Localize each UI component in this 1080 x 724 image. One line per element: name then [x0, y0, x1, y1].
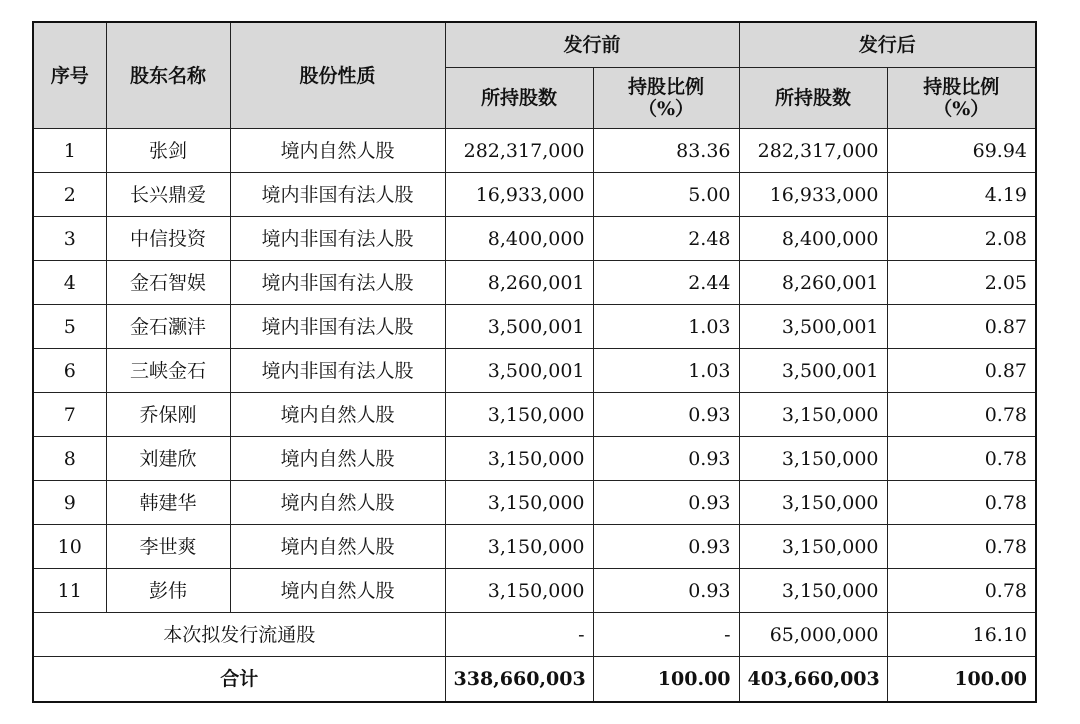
header-after-ratio-line1: 持股比例: [923, 76, 1000, 98]
cell-before-ratio: 2.44: [593, 261, 739, 305]
cell-before-shares: 3,500,001: [445, 349, 593, 393]
cell-after-ratio: 0.78: [887, 393, 1036, 437]
cell-before-shares: 3,150,000: [445, 393, 593, 437]
table-row: [33, 261, 1036, 305]
new-issue-after-ratio: 16.10: [887, 613, 1036, 657]
cell-after-ratio: 0.78: [887, 481, 1036, 525]
cell-before-ratio: 0.93: [593, 437, 739, 481]
cell-nature: 境内非国有法人股: [230, 261, 445, 305]
cell-name: 刘建欣: [106, 437, 230, 481]
cell-after-ratio: 0.87: [887, 349, 1036, 393]
cell-before-ratio: 0.93: [593, 481, 739, 525]
total-after-ratio: 100.00: [887, 657, 1036, 703]
cell-before-ratio: 1.03: [593, 349, 739, 393]
cell-after-ratio: 0.78: [887, 437, 1036, 481]
cell-after-ratio: 0.78: [887, 569, 1036, 613]
header-name: 股东名称: [106, 22, 230, 129]
cell-before-ratio: 5.00: [593, 173, 739, 217]
cell-after-ratio: 2.05: [887, 261, 1036, 305]
table-row: [33, 569, 1036, 613]
table-row: [33, 481, 1036, 525]
header-after-ratio-line2: （%）: [933, 98, 990, 120]
table-body: [33, 129, 1036, 703]
header-nature: 股份性质: [230, 22, 445, 129]
cell-nature: 境内自然人股: [230, 393, 445, 437]
cell-after-ratio: 4.19: [887, 173, 1036, 217]
cell-before-shares: 3,150,000: [445, 525, 593, 569]
cell-seq: 3: [33, 217, 106, 261]
cell-nature: 境内非国有法人股: [230, 173, 445, 217]
header-before-ratio-line2: （%）: [637, 98, 695, 120]
cell-nature: 境内非国有法人股: [230, 349, 445, 393]
cell-before-shares: 3,150,000: [445, 569, 593, 613]
header-seq: 序号: [33, 22, 106, 129]
cell-nature: 境内非国有法人股: [230, 305, 445, 349]
cell-seq: 9: [33, 481, 106, 525]
new-issue-label: 本次拟发行流通股: [33, 613, 445, 657]
header-after: 发行后: [739, 22, 1036, 68]
cell-after-shares: 3,150,000: [739, 393, 887, 437]
new-issue-after-shares: 65,000,000: [739, 613, 887, 657]
cell-name: 中信投资: [106, 217, 230, 261]
cell-after-ratio: 0.78: [887, 525, 1036, 569]
total-before-ratio: 100.00: [593, 657, 739, 703]
cell-name: 张剑: [106, 129, 230, 173]
cell-name: 三峡金石: [106, 349, 230, 393]
cell-before-ratio: 2.48: [593, 217, 739, 261]
cell-nature: 境内自然人股: [230, 481, 445, 525]
cell-seq: 10: [33, 525, 106, 569]
cell-seq: 4: [33, 261, 106, 305]
table-row: [33, 393, 1036, 437]
total-row: [33, 657, 1036, 703]
cell-after-shares: 3,150,000: [739, 437, 887, 481]
cell-after-ratio: 0.87: [887, 305, 1036, 349]
cell-after-shares: 16,933,000: [739, 173, 887, 217]
cell-seq: 6: [33, 349, 106, 393]
cell-nature: 境内自然人股: [230, 129, 445, 173]
table-row: [33, 437, 1036, 481]
cell-seq: 8: [33, 437, 106, 481]
new-issue-before-shares: -: [445, 613, 593, 657]
cell-before-ratio: 0.93: [593, 525, 739, 569]
cell-after-shares: 3,150,000: [739, 525, 887, 569]
header-before-shares: 所持股数: [445, 68, 593, 129]
cell-before-shares: 3,150,000: [445, 481, 593, 525]
cell-nature: 境内自然人股: [230, 525, 445, 569]
table-row: [33, 217, 1036, 261]
header-after-ratio: [887, 68, 1036, 129]
cell-name: 李世爽: [106, 525, 230, 569]
total-before-shares: 338,660,003: [445, 657, 593, 703]
cell-after-shares: 3,500,001: [739, 305, 887, 349]
header-before-ratio-line1: 持股比例: [628, 76, 705, 98]
header-before: 发行前: [445, 22, 739, 68]
table-row: [33, 129, 1036, 173]
cell-name: 乔保刚: [106, 393, 230, 437]
cell-name: 金石灏沣: [106, 305, 230, 349]
new-issue-row: [33, 613, 1036, 657]
cell-seq: 11: [33, 569, 106, 613]
cell-after-shares: 3,150,000: [739, 569, 887, 613]
header-row-1: [33, 22, 1036, 68]
table-row: [33, 349, 1036, 393]
cell-after-ratio: 2.08: [887, 217, 1036, 261]
cell-before-shares: 16,933,000: [445, 173, 593, 217]
header-after-shares: 所持股数: [739, 68, 887, 129]
cell-name: 彭伟: [106, 569, 230, 613]
table-row: [33, 173, 1036, 217]
new-issue-before-ratio: -: [593, 613, 739, 657]
total-label: 合计: [33, 657, 445, 703]
cell-after-shares: 8,400,000: [739, 217, 887, 261]
cell-after-ratio: 69.94: [887, 129, 1036, 173]
table-row: [33, 525, 1036, 569]
cell-before-shares: 3,150,000: [445, 437, 593, 481]
cell-before-shares: 282,317,000: [445, 129, 593, 173]
cell-name: 长兴鼎爱: [106, 173, 230, 217]
cell-after-shares: 282,317,000: [739, 129, 887, 173]
header-before-ratio: [593, 68, 739, 129]
cell-before-ratio: 0.93: [593, 393, 739, 437]
cell-name: 金石智娱: [106, 261, 230, 305]
cell-nature: 境内非国有法人股: [230, 217, 445, 261]
cell-before-shares: 8,260,001: [445, 261, 593, 305]
cell-before-ratio: 83.36: [593, 129, 739, 173]
cell-before-ratio: 0.93: [593, 569, 739, 613]
cell-before-ratio: 1.03: [593, 305, 739, 349]
cell-nature: 境内自然人股: [230, 437, 445, 481]
table-header: [33, 22, 1036, 129]
shareholding-table-container: [32, 21, 1037, 703]
cell-before-shares: 8,400,000: [445, 217, 593, 261]
cell-after-shares: 8,260,001: [739, 261, 887, 305]
table-row: [33, 305, 1036, 349]
cell-seq: 5: [33, 305, 106, 349]
cell-before-shares: 3,500,001: [445, 305, 593, 349]
total-after-shares: 403,660,003: [739, 657, 887, 703]
cell-seq: 1: [33, 129, 106, 173]
cell-after-shares: 3,150,000: [739, 481, 887, 525]
cell-after-shares: 3,500,001: [739, 349, 887, 393]
cell-seq: 7: [33, 393, 106, 437]
cell-nature: 境内自然人股: [230, 569, 445, 613]
cell-name: 韩建华: [106, 481, 230, 525]
cell-seq: 2: [33, 173, 106, 217]
shareholding-table: [32, 21, 1037, 703]
